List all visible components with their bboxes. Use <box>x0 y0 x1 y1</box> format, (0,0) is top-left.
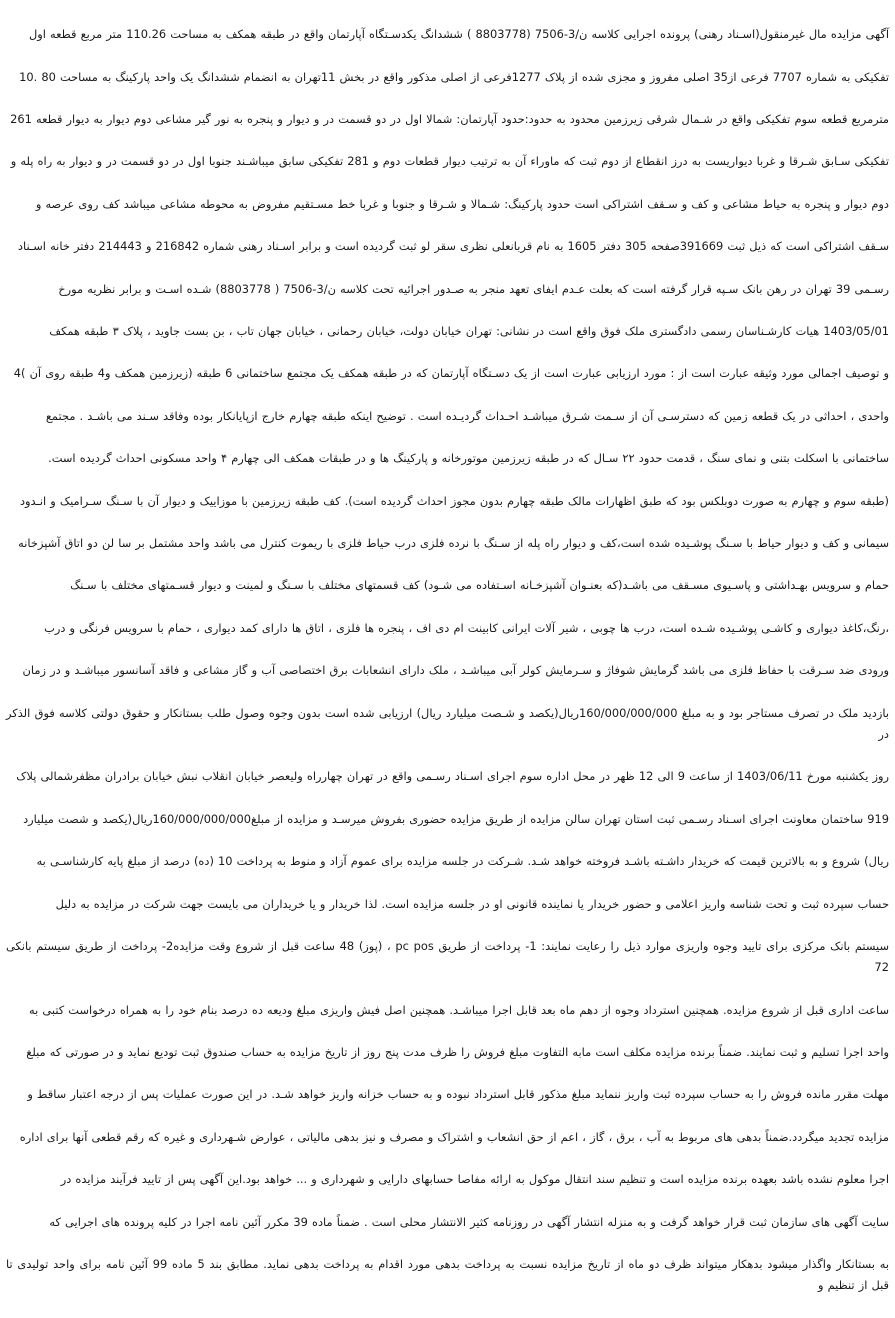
notice-line-26: مزایده تجدید میگردد.ضمناً بدهی های مربوط به آب ، برق ، گاز ، اعم از حق انشعاب و اشتراک و مصرف و نیز بدهی مالیاتی ، عوارض شـهرداری و غیره که رقم قطعی آنها برای اداره <box>19 1129 889 1144</box>
notice-line-2: تفکیکی به شماره 7707 فرعی از35 اصلی مفروز و مجزی شده از پلاک 1277فرعی از اصلی مذکور واقع در بخش 11تهران به انضمام ششدانگ یک واحد پارکینگ به مساحت 80 .10 <box>19 69 889 84</box>
notice-line-3: مترمربع قطعه سوم تفکیکی واقع در شـمال شرقی زیرزمین محدود به حدود:حدود آپارتمان: شمالا اول در دو قسمت در و دیوار و پنجره به نور گیر مشاعی دوم دیوار به دیوار قطعه 261 <box>10 112 889 127</box>
notice-line-28: سایت آگهی های سازمان ثبت قرار خواهد گرفت و به منزله انتشار آگهی در روزنامه کثیر الانتشار محلی است . ضمناً ماده 39 مکرر آئین نامه اجرا در کلیه پرونده های اجرایی که <box>49 1214 889 1229</box>
notice-line-10: واحدی ، احداثی در یک قطعه زمین که دسترسـی آن از سـمت شـرق میباشـد احـداث گردیـده است . توضیح اینکه طبقه چهارم خارج ازپایانکار بوده وفاقد سـند می باشـد . مجتمع <box>45 408 889 423</box>
notice-line-8: 1403/05/01 هیات کارشـناسان رسمی دادگستری ملک فوق واقع است در نشانی: تهران خیابان دولت، خیابان رحمانی ، خیابان جهان تاب ، بن بست جاوید ، پلاک ۳ طبقه همکف <box>49 324 889 339</box>
notice-line-23: ساعت اداری قبل از شروع مزایده. همچنین استرداد وجوه از دهم ماه بعد قابل اجرا میباشـد. همچنین اصل فیش واریزی مبلغ ودیعه ده درصد بنام خود را به همراه درخواست کتبی به <box>29 1002 889 1017</box>
notice-line-20: ریال) شروع و به بالاترین قیمت که خریدار داشـته باشـد فروخته خواهد شـد. شـرکت در جلسه مزایده برای عموم آزاد و منوط به پرداخت 10 (ده) درصد از مبلغ پایه کارشناسـی به <box>36 854 889 869</box>
notice-line-27: اجرا معلوم نشده باشد بعهده برنده مزایده است و تنظیم سند انتقال موکول به ارائه مفاصا حسابهای دارایی و شهرداری و ... خواهد بود.این آگهی پس از تایید فرآیند مزایده در <box>60 1172 889 1187</box>
notice-line-6: سـقف اشتراکی است که ذیل ثبت 391669صفحه 305 دفتر 1605 به نام قربانعلی نظری سقر لو ثبت گردیده است و برابر اسـناد رهنی شماره 216842 و 214443 دفتر خانه اسـناد <box>17 239 889 254</box>
notice-line-29: به بستانکار واگذار میشود بدهکار میتواند ظرف دو ماه از تاریخ مزایده نسبت به پرداخت بدهی مورد اقدام به پرداخت بدهی نماید. مطابق بند 5 ماده 99 آئین نامه برای واحد تولیدی تا قبل از تنظیم و <box>6 1256 889 1293</box>
notice-line-16: ورودی ضد سـرقت با حفاظ فلزی می باشد گرمایش شوفاژ و سـرمایش کولر آبی میباشـد ، ملک دارای انشعابات برق اختصاصی آب و گاز مشاعی و فاقد آسانسور میباشـد و در زمان <box>22 663 889 678</box>
notice-line-11: ساختمانی با اسکلت بتنی و نمای سنگ ، قدمت حدود ۲۲ سـال که در طبقه زیرزمین موتورخانه و پارکینگ ها و در طبقات همکف الی چهارم ۴ واحد مسکونی احداث گردیده است. <box>48 451 889 466</box>
notice-line-21: حساب سپرده ثبت و تحت شناسه واریز اعلامی و حضور خریدار یا نماینده قانونی او در جلسه مزایده است. لذا خریدار و یا خریداران می بایست جهت شرکت در مزایده به دلیل <box>55 896 889 911</box>
auction-notice-text <box>6 3 889 1318</box>
notice-line-13: سیمانی و کف و دیوار حیاط با سـنگ پوشـیده شده است،کف و دیوار راه پله از سـنگ با نرده فلزی درب حیاط فلزی با ریموت کنترل می باشد واحد مشتمل بر سا لن دو اتاق آشپزخانه <box>18 536 889 551</box>
notice-line-25: مهلت مقرر مانده فروش را به حساب سپرده ثبت واریز ننماید مبلغ مذکور قابل استرداد نبوده و به حساب خزانه واریز خواهد شـد. در این صورت عملیات پس از درجه اعتبار ساقط و <box>27 1087 889 1102</box>
notice-line-18: روز یکشنبه مورخ 1403/06/11 از ساعت 9 الی 12 ظهر در محل اداره سوم اجرای اسـناد رسـمی واقع در تهران چهارراه ولیعصر خیابان انقلاب نبش خیابان برادران مظفرشمالی پلاک <box>16 769 889 784</box>
notice-line-19: 919 ساختمان معاونت اجرای اسـناد رسـمی ثبت استان تهران سالن مزایده از طریق مزایده حضوری بفروش میرسـد و مزایده از مبلغ160/000/000/000ریال(یکصد و شصت میلیارد <box>23 811 889 826</box>
notice-line-17: بازدید ملک در تصرف مستاجر بود و به مبلغ 160/000/000/000ریال(یکصد و شـصت میلیارد ریال) ارزیابی شده است بدون وجوه وصول طلب بستانکار و حقوق دولتی کلاسه فوق الذکر در <box>6 705 889 741</box>
notice-line-4: تفکیکی سـابق شـرقا و غربا دیواریست به درز انقطاع از دوم ثبت که ماوراء آن به ترتیب دیوار قطعات دوم و 281 تفکیکی سابق میباشـند جنوبا اول در دو قسمت در و دیوار به راه پله و <box>10 154 889 169</box>
notice-line-9: و توصیف اجمالی مورد وثیقه عبارت است از : مورد ارزیابی عبارت است از یک دسـتگاه آپارتمان که در طبقه همکف یک مجتمع ساختمانی 6 طبقه (زیرزمین همکف و4 طبقه روی آن )4 <box>13 366 889 381</box>
notice-line-5: دوم دیوار و پنجره به حیاط مشاعی و کف و سـقف اشتراکی است حدود پارکینگ: شـمالا و شـرقا و جنوبا و غربا خط مسـتقیم مفروض به محوطه مشاعی میباشد کف روی عرصه و <box>35 196 889 211</box>
notice-line-24: واحد اجرا تسلیم و ثبت نمایند. ضمناً برنده مزایده مکلف است مابه التفاوت مبلغ فروش را ظرف مدت پنج روز از تاریخ مزایده به حساب صندوق ثبت تودیع نماید و در صورتی که مبلغ <box>26 1044 889 1059</box>
notice-line-1: آگهی مزایده مال غیرمنقول(اسـناد رهنی) پرونده اجرایی کلاسه ن/3-7506 (8803778 ) ششدانگ یکدسـتگاه آپارتمان واقع در طبقه همکف به مساحت 110.26 متر مربع قطعه اول <box>29 27 889 42</box>
notice-line-14: حمام و سرویس بهـداشتی و پاسـیوی مسـقف می باشـد(که بعنـوان آشپزخـانه اسـتفاده می شـود) کف قسمتهای مختلف با سـنگ و لمینت و دیوار قسـمتهای مختلف با سـنگ <box>70 578 889 593</box>
notice-line-22: سیستم بانک مرکزی برای تایید وجوه واریزی موارد ذیل را رعایت نمایند: 1- پرداخت از طریق pc pos ، (پوز) 48 ساعت قبل از شروع وقت مزایده2- پرداخت از طریق سیستم بانکی 72 <box>6 938 890 975</box>
notice-line-15: ،رنگ،کاغذ دیواری و کاشـی پوشـیده شـده است، درب ها چوبی ، شیر آلات ایرانی کابینت ام دی اف ، پنجره ها فلزی ، اتاق ها دارای کمد دیواری ، حمام با سرویس فرنگی و درب <box>44 620 889 635</box>
notice-line-7: رسـمی 39 تهران در رهن بانک سـپه قرار گرفته است که بعلت عـدم ایفای تعهد منجر به صـدور اجرائیه تحت کلاسه ن/3-7506 ( 8803778) شـده اسـت و برابر نظریه مورخ <box>58 281 889 296</box>
notice-line-12: (طبقه سوم و چهارم به صورت دوبلکس بود که طبق اظهارات مالک طبقه چهارم بدون مجوز احداث گردیده است). کف طبقه زیرزمین با موزاییک و دیوار آن با سـنگ سـرامیک و انـدود <box>19 493 889 508</box>
